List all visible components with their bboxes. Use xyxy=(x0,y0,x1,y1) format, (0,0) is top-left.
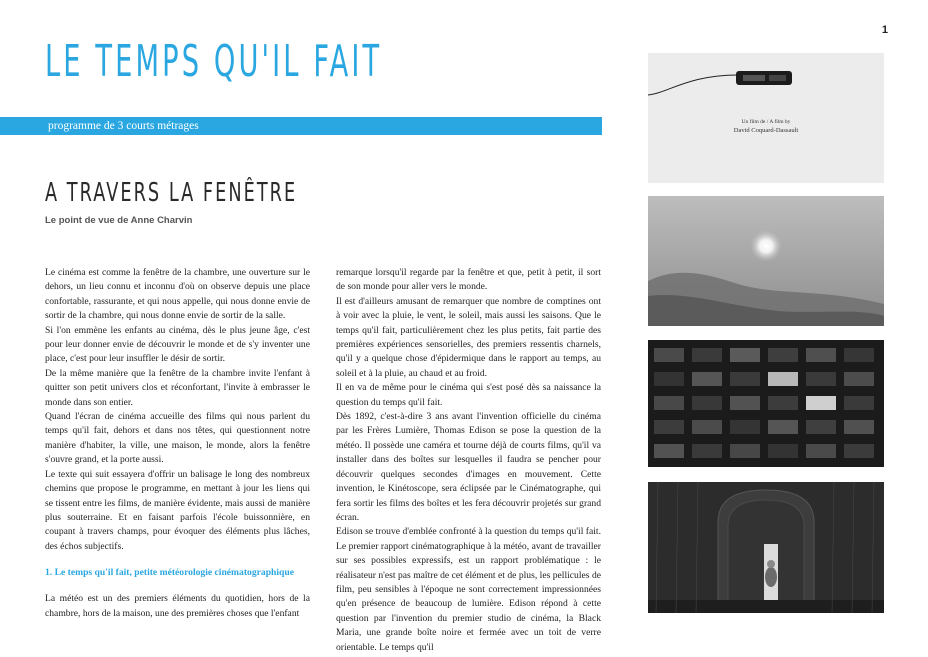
film-still-title-card xyxy=(648,53,884,183)
paragraph: remarque lorsqu'il regarde par la fenêtre et que, petit à petit, il sort de son monde pour aller vers le monde. xyxy=(336,267,601,293)
paragraph: La météo est un des premiers éléments du quotidien, hors de la chambre, hors de la maison, une des premières choses que l'enfant xyxy=(45,593,310,619)
paragraph: Dès 1892, c'est-à-dire 3 ans avant l'invention officielle du cinéma par les Frères Lumière, Thomas Edison se pose la question de la météo. Il possède une caméra et tourne déjà de courts films, qu'il va installer dans des boîtes sur lesquelles il faudra se pencher pour découvrir quelques secondes d'images en mouvement. Cette invention, le Kinétoscope, sera éclipsée par le Cinématographe, qui fera sortir les films des boîtes et les fera découvrir projetés sur grand écran. xyxy=(336,411,601,523)
paragraph: Quand l'écran de cinéma accueille des films qui nous parlent du temps qu'il fait, dehors et dans nos têtes, qui questionnent notre manière d'habiter, la ville, une maison, le monde, alors la fenêtre s'ouvre grand, et la porte aussi. xyxy=(45,411,310,466)
film-still-foggy-sun xyxy=(648,196,884,326)
paragraph: De la même manière que la fenêtre de la chambre invite l'enfant à quitter son petit univers clos et réconfortant, l'invite à embrasser le monde dans son entier. xyxy=(45,367,310,408)
section-heading: 1. Le temps qu'il fait, petite météorologie cinématographique xyxy=(45,567,294,579)
subtitle-text: programme de 3 courts métrages xyxy=(48,120,199,132)
paragraph: Le texte qui suit essayera d'offrir un balisage le long des nombreux chemins que propose le programme, en mettant à jour les liens qui se tissent entre les films, de manière évidente, mais aussi de manière plus souterraine. Et en faisant parfois l'école buissonnière, en coupant à travers champs, pour évoquer des éléments plus lâches, des échos subjectifs. xyxy=(45,468,310,552)
subtitle-bar xyxy=(0,117,602,135)
page-number: 1 xyxy=(881,24,888,36)
paragraph: Si l'on emmène les enfants au cinéma, dès le plus jeune âge, c'est pour leur donner envie de découvrir le monde et de s'y inventer une place, c'est pour leur insuffler le désir de sortir. xyxy=(45,324,310,365)
building-image xyxy=(648,340,884,467)
doorway-image xyxy=(648,482,884,613)
paragraph: Edison se trouve d'emblée confronté à la question du temps qu'il fait. Le premier rapport cinématographique à la météo, avant de travailler sur ses possibles expressifs, est un rapport problématique : le réalisateur n'est pas maître de cet élément et de plus, les pellicules de film, peu sensibles à l'époque ne sont correctement impressionnées qu'en présence de beaucoup de lumière. Edison répond à cette question par l'invention du premier studio de cinéma, la Black Maria, une grande boîte noire et fermée avec un toit de verre orientable. Le temps qu'il xyxy=(336,526,601,653)
paragraph: Le cinéma est comme la fenêtre de la chambre, une ouverture sur le dehors, un lieu connu et inconnu d'où on observe depuis une place confortable, rassurante, et qui nous appelle, qui nous donne envie de sortir de la chambre, qui nous donne envie de sortir de la salle. xyxy=(45,267,310,322)
section-title: A TRAVERS LA FENÊTRE xyxy=(45,178,298,208)
main-title: LE TEMPS QU'IL FAIT xyxy=(45,36,383,87)
credit-label: Un film de / A film by xyxy=(741,119,791,125)
film-still-building xyxy=(648,340,884,467)
byline: Le point de vue de Anne Charvin xyxy=(45,215,193,226)
paragraph: Il est d'ailleurs amusant de remarquer que nombre de comptines ont à voir avec la pluie, le vent, le soleil, mais aussi les saisons. Que le temps qu'il fait, particulièrement chez les plus petits, fait partie des premières expériences sensorielles, des premiers ressentis charnels, qu'il y a quelque chose d'épidermique dans le rapport au temps, au soleil et à la pluie, au chaud et au froid. xyxy=(336,295,601,379)
radio-drawing xyxy=(648,53,884,183)
film-still-doorway xyxy=(648,482,884,613)
left-text-column xyxy=(45,266,310,621)
right-text-column xyxy=(336,266,601,655)
foggy-landscape-image xyxy=(648,196,884,326)
paragraph: Il en va de même pour le cinéma qui s'est posé dès sa naissance la question du temps qu'il fait. xyxy=(336,382,601,408)
credit-name: David Coquard-Dassault xyxy=(733,127,799,134)
